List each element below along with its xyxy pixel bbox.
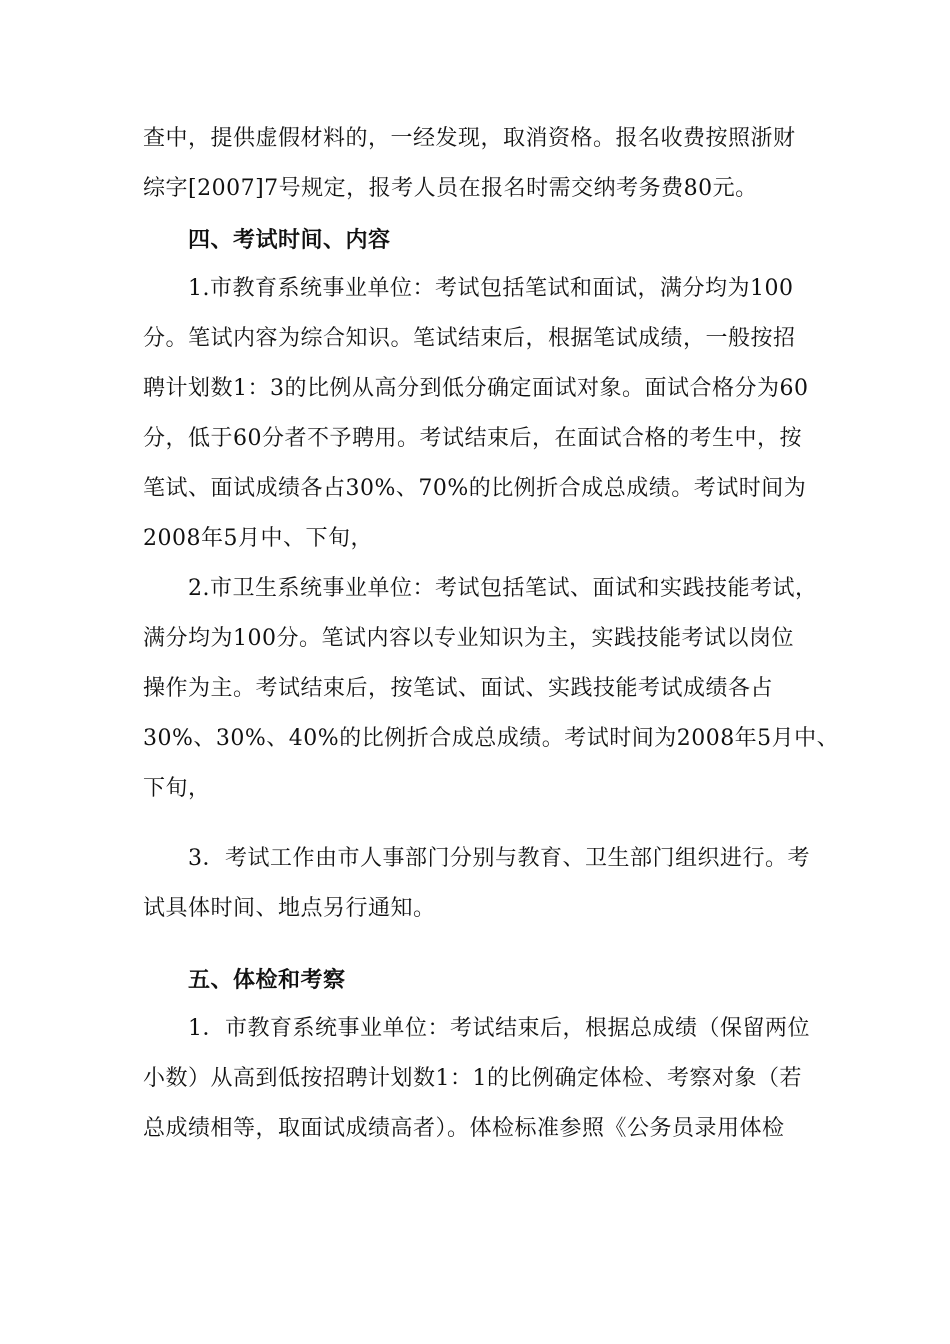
body-text-line: 总成绩相等，取面试成绩高者）。体检标准参照《公务员录用体检 <box>143 1116 785 1141</box>
body-text-line: 试具体时间、地点另行通知。 <box>143 896 436 921</box>
body-text-line: 分。笔试内容为综合知识。笔试结束后，根据笔试成绩，一般按招 <box>143 326 796 351</box>
body-text-line: 笔试、面试成绩各占30%、70%的比例折合成总成绩。考试时间为 <box>143 476 807 501</box>
section-heading-medical: 五、体检和考察 <box>188 967 346 993</box>
body-text-line: 查中，提供虚假材料的，一经发现，取消资格。报名收费按照浙财 <box>143 126 796 151</box>
body-text-line: 操作为主。考试结束后，按笔试、面试、实践技能考试成绩各占 <box>143 676 774 701</box>
body-text-line: 2008年5月中、下旬， <box>143 526 373 551</box>
body-text-line: 1.市教育系统事业单位：考试包括笔试和面试，满分均为100 <box>188 276 794 301</box>
body-text-line: 1．市教育系统事业单位：考试结束后，根据总成绩（保留两位 <box>188 1016 810 1041</box>
section-heading-exam: 四、考试时间、内容 <box>188 227 391 253</box>
body-text-line: 下旬， <box>143 776 211 801</box>
body-text-line: 2.市卫生系统事业单位：考试包括笔试、面试和实践技能考试， <box>188 576 818 601</box>
body-text-line: 分，低于60分者不予聘用。考试结束后，在面试合格的考生中，按 <box>143 426 802 451</box>
body-text-line: 聘计划数1：3的比例从高分到低分确定面试对象。面试合格分为60 <box>143 376 809 401</box>
body-text-line: 30%、30%、40%的比例折合成总成绩。考试时间为2008年5月中、 <box>143 726 840 751</box>
body-text-line: 小数）从高到低按招聘计划数1：1的比例确定体检、考察对象（若 <box>143 1066 802 1091</box>
body-text-line: 综字[2007]7号规定，报考人员在报名时需交纳考务费80元。 <box>143 176 758 201</box>
body-text-line: 3．考试工作由市人事部门分别与教育、卫生部门组织进行。考 <box>188 846 810 871</box>
body-text-line: 满分均为100分。笔试内容以专业知识为主，实践技能考试以岗位 <box>143 626 794 651</box>
